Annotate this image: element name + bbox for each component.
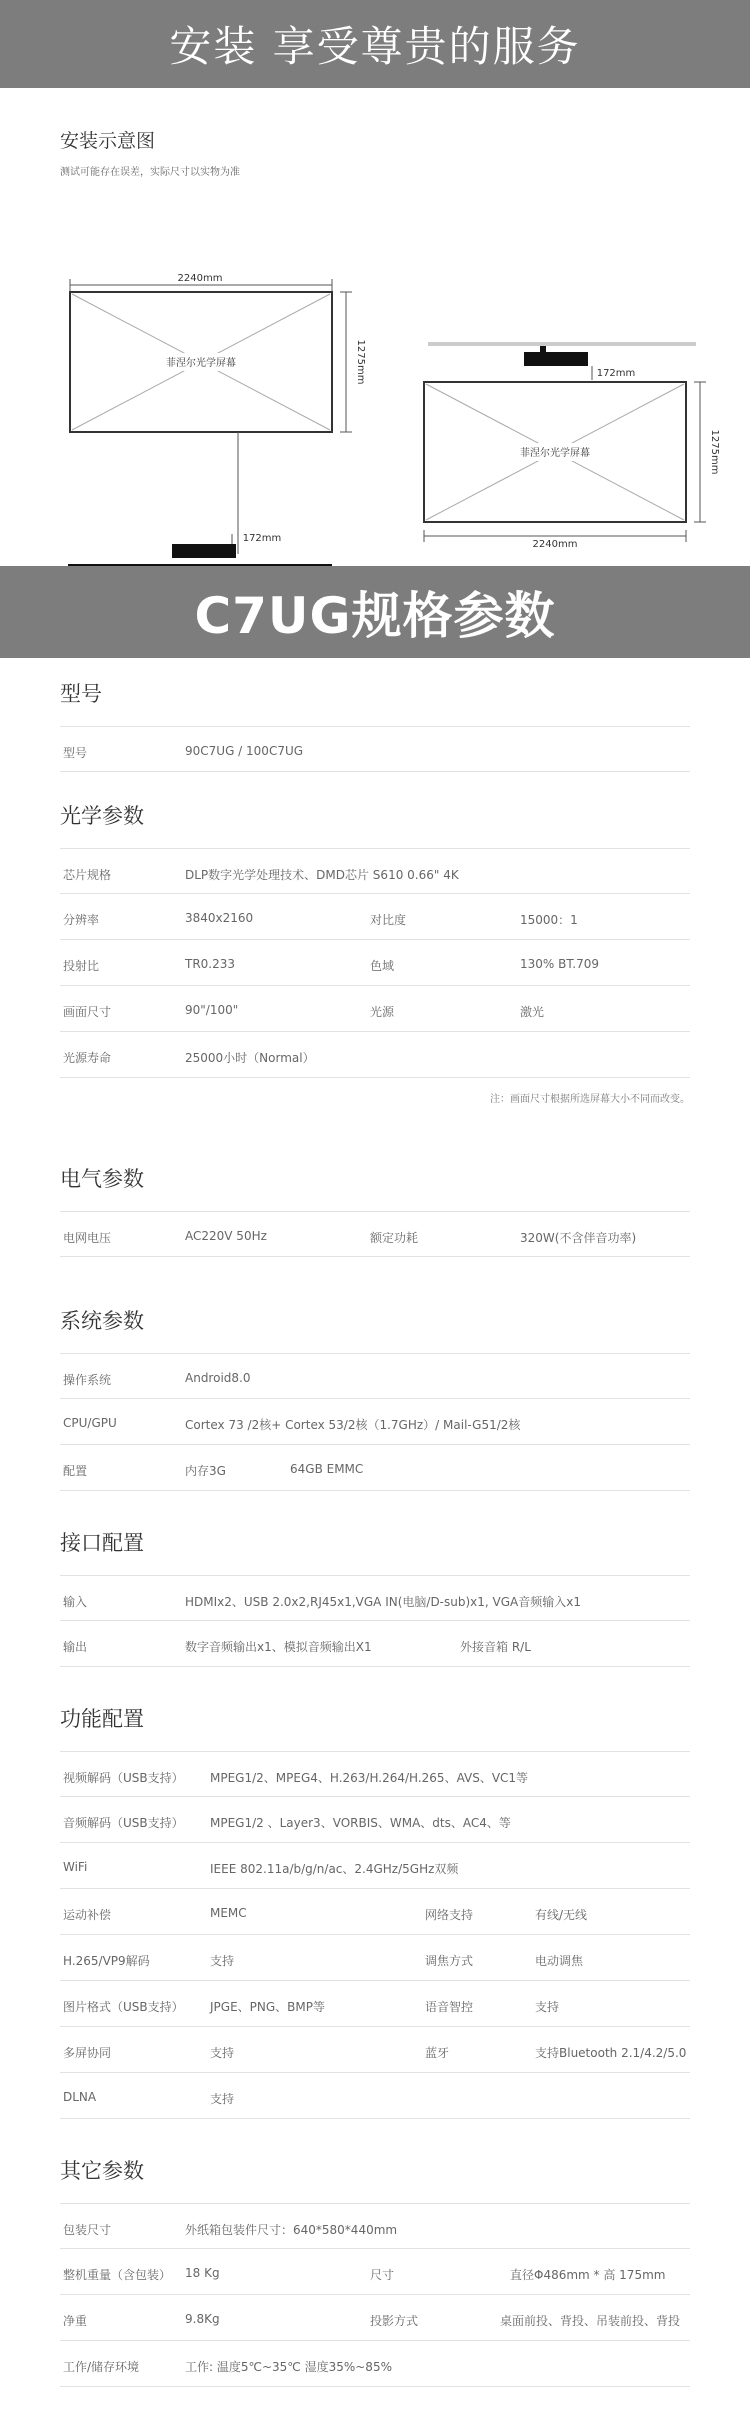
spec-label: 图片格式（USB支持） xyxy=(63,2000,184,2014)
section-title-optical: 光学参数 xyxy=(60,804,144,828)
spec-label: 视频解码（USB支持） xyxy=(63,1771,184,1785)
spec-value-2: 15000：1 xyxy=(520,913,578,927)
section-title-electrical: 电气参数 xyxy=(60,1167,144,1191)
section-title-interface: 接口配置 xyxy=(60,1531,144,1555)
spec-label: WiFi xyxy=(63,1860,88,1874)
spec-label: 音频解码（USB支持） xyxy=(63,1816,184,1830)
spec-label-2: 语音智控 xyxy=(425,2000,474,2014)
spec-value: HDMIx2、USB 2.0x2,RJ45x1,VGA IN(电脑/D-sub)x1, VGA音频输入x1 xyxy=(185,1595,581,1609)
spec-value: MPEG1/2 、Layer3、VORBIS、WMA、dts、AC4、等 xyxy=(210,1816,511,1830)
spec-row xyxy=(60,1032,690,1078)
front-projector-body xyxy=(172,544,236,558)
spec-row xyxy=(60,1843,690,1889)
spec-label: 电网电压 xyxy=(63,1231,112,1245)
spec-row xyxy=(60,1621,690,1667)
spec-value: JPGE、PNG、BMP等 xyxy=(210,2000,325,2014)
spec-value-2: 支持Bluetooth 2.1/4.2/5.0 xyxy=(535,2046,687,2060)
spec-label: 工作/储存环境 xyxy=(63,2360,140,2374)
spec-value-2: 激光 xyxy=(520,1005,545,1019)
spec-label: 多屏协同 xyxy=(63,2046,112,2060)
spec-label: 输出 xyxy=(63,1640,88,1654)
spec-value: 90"/100" xyxy=(185,1003,239,1017)
spec-label-2: 额定功耗 xyxy=(370,1231,419,1245)
ceiling-screen-label: 菲涅尔光学屏幕 xyxy=(520,448,590,459)
spec-label-2: 色域 xyxy=(370,959,395,973)
spec-label: 投射比 xyxy=(63,959,100,973)
spec-label-2: 投影方式 xyxy=(370,2314,419,2328)
spec-label-2: 调焦方式 xyxy=(425,1954,474,1968)
spec-row xyxy=(60,2341,690,2387)
spec-row xyxy=(60,1981,690,2027)
spec-label: 输入 xyxy=(63,1595,88,1609)
spec-value-2: 外接音箱 R/L xyxy=(460,1640,531,1654)
spec-row xyxy=(60,1445,690,1491)
install-diagram-note: 测试可能存在误差，实际尺寸以实物为准 xyxy=(60,167,240,178)
spec-row xyxy=(60,940,690,986)
spec-value-2: 64GB EMMC xyxy=(290,1462,364,1476)
spec-label: 整机重量（含包装） xyxy=(63,2268,172,2282)
spec-label-2: 对比度 xyxy=(370,913,407,927)
ceiling-mount-diagram xyxy=(424,342,720,550)
spec-value: 支持 xyxy=(210,2046,235,2060)
spec-row xyxy=(60,1399,690,1445)
spec-value: 支持 xyxy=(210,1954,235,1968)
optical-note: 注：画面尺寸根据所选屏幕大小不同而改变。 xyxy=(490,1094,690,1105)
spec-label: 光源寿命 xyxy=(63,1051,112,1065)
front-gap-label: 172mm xyxy=(242,533,282,544)
install-diagrams-svg xyxy=(0,88,750,566)
spec-value-2: 电动调焦 xyxy=(535,1954,584,1968)
install-diagram-title: 安装示意图 xyxy=(60,130,156,152)
spec-value: 支持 xyxy=(210,2092,235,2106)
install-diagram-section xyxy=(0,88,750,566)
spec-row xyxy=(60,848,690,894)
spec-value: 内存3G xyxy=(185,1464,226,1478)
spec-value-2: 320W(不含伴音功率) xyxy=(520,1231,637,1245)
spec-value: 数字音频输出x1、模拟音频输出X1 xyxy=(185,1640,372,1654)
section-title-function: 功能配置 xyxy=(60,1707,144,1731)
spec-label: CPU/GPU xyxy=(63,1416,117,1430)
spec-value: 18 Kg xyxy=(185,2266,220,2280)
spec-row xyxy=(60,2295,690,2341)
spec-row xyxy=(60,1353,690,1399)
spec-value: 9.8Kg xyxy=(185,2312,220,2326)
front-width-label: 2240mm xyxy=(177,273,223,284)
spec-value-2: 桌面前投、背投、吊装前投、背投 xyxy=(500,2314,681,2328)
spec-row xyxy=(60,2027,690,2073)
front-projection-diagram xyxy=(68,273,366,566)
spec-label: 运动补偿 xyxy=(63,1908,112,1922)
spec-label-2: 蓝牙 xyxy=(425,2046,450,2060)
spec-value: Android8.0 xyxy=(185,1371,251,1385)
section-title-other: 其它参数 xyxy=(60,2159,144,2183)
spec-value: DLP数字光学处理技术、DMD芯片 S610 0.66" 4K xyxy=(185,868,459,882)
spec-row xyxy=(60,1751,690,1797)
spec-row xyxy=(60,894,690,940)
spec-value: AC220V 50Hz xyxy=(185,1229,267,1243)
spec-label: H.265/VP9解码 xyxy=(63,1954,150,1968)
spec-row xyxy=(60,1889,690,1935)
spec-label: 型号 xyxy=(63,746,88,760)
ceiling-bar xyxy=(428,342,696,346)
spec-row xyxy=(60,1211,690,1257)
spec-row xyxy=(60,1797,690,1843)
spec-value-2: 直径Φ486mm * 高 175mm xyxy=(510,2268,666,2282)
section-title-model: 型号 xyxy=(60,682,102,706)
spec-label-2: 网络支持 xyxy=(425,1908,474,1922)
spec-value: 25000小时（Normal） xyxy=(185,1051,315,1065)
install-service-banner: 安装 享受尊贵的服务 xyxy=(0,0,750,88)
section-title-system: 系统参数 xyxy=(60,1309,144,1333)
spec-row xyxy=(60,2073,690,2119)
spec-value: MPEG1/2、MPEG4、H.263/H.264/H.265、AVS、VC1等 xyxy=(210,1771,529,1785)
spec-value: 工作: 温度5℃~35℃ 湿度35%~85% xyxy=(185,2360,392,2374)
front-screen-label: 菲涅尔光学屏幕 xyxy=(166,358,236,369)
spec-label: 配置 xyxy=(63,1464,88,1478)
spec-label: 画面尺寸 xyxy=(63,1005,112,1019)
spec-value-2: 支持 xyxy=(535,2000,560,2014)
front-table xyxy=(68,564,332,566)
spec-row xyxy=(60,2249,690,2295)
spec-value: 外纸箱包装件尺寸：640*580*440mm xyxy=(185,2223,398,2237)
spec-value: IEEE 802.11a/b/g/n/ac、2.4GHz/5GHz双频 xyxy=(210,1862,459,1876)
specs-section xyxy=(0,658,750,2417)
spec-label-2: 尺寸 xyxy=(370,2268,395,2282)
ceiling-gap-label: 172mm xyxy=(596,368,636,379)
spec-label: 操作系统 xyxy=(63,1373,112,1387)
spec-row xyxy=(60,986,690,1032)
spec-row xyxy=(60,1575,690,1621)
spec-row xyxy=(60,726,690,772)
ceiling-projector-body xyxy=(524,352,588,366)
spec-label-2: 光源 xyxy=(370,1005,395,1019)
spec-label: 包装尺寸 xyxy=(63,2223,112,2237)
spec-value: 3840x2160 xyxy=(185,911,254,925)
ceiling-width-label: 2240mm xyxy=(532,539,578,550)
spec-row xyxy=(60,2203,690,2249)
spec-value: TR0.233 xyxy=(185,957,236,971)
spec-label: 分辨率 xyxy=(63,913,100,927)
ceiling-height-label: 1275mm xyxy=(709,429,720,475)
spec-label: DLNA xyxy=(63,2090,97,2104)
spec-label: 净重 xyxy=(63,2314,88,2328)
spec-value: 90C7UG / 100C7UG xyxy=(185,744,304,758)
front-height-label: 1275mm xyxy=(355,339,366,385)
specs-banner: C7UG规格参数 xyxy=(0,566,750,658)
spec-value: MEMC xyxy=(210,1906,247,1920)
spec-row xyxy=(60,1935,690,1981)
spec-value-2: 130% BT.709 xyxy=(520,957,599,971)
spec-label: 芯片规格 xyxy=(63,868,112,882)
spec-value: Cortex 73 /2核+ Cortex 53/2核（1.7GHz）/ Mail-G51/2核 xyxy=(185,1418,521,1432)
spec-value-2: 有线/无线 xyxy=(535,1908,588,1922)
